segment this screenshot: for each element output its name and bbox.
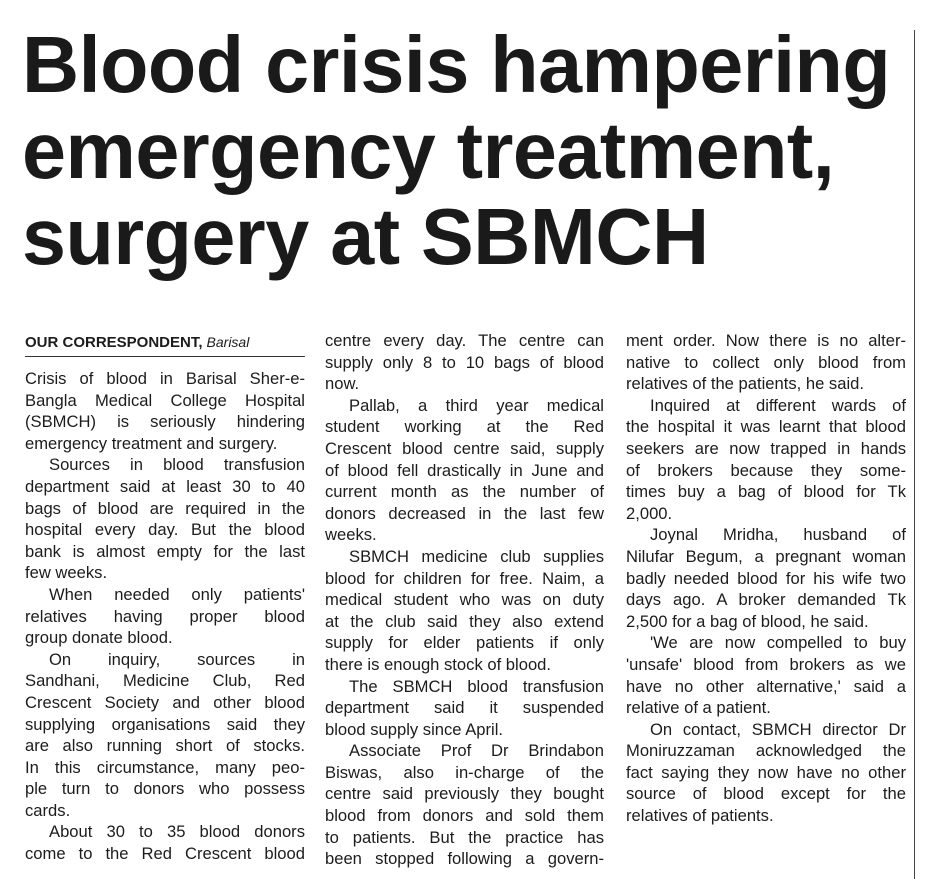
text-line: student working at the Red xyxy=(325,417,604,437)
text-line: Crescent Society and other blood xyxy=(25,692,305,712)
byline-name: OUR CORRESPONDENT, xyxy=(25,334,203,351)
paragraph xyxy=(25,454,305,584)
column-body xyxy=(325,330,604,870)
paragraph xyxy=(325,740,604,870)
text-line: group donate blood. xyxy=(25,628,173,648)
text-line: Sources in blood transfusion xyxy=(49,455,305,475)
text-line: Crescent blood centre said, supply xyxy=(325,438,604,458)
headline xyxy=(22,22,912,280)
paragraph xyxy=(325,676,604,741)
text-line: current month as the number of xyxy=(325,482,604,502)
text-line: centre said previously they bought xyxy=(325,784,604,804)
paragraph xyxy=(25,649,305,822)
paragraph xyxy=(325,395,604,546)
text-line: Bangla Medical College Hospital xyxy=(25,390,305,410)
text-line: been stopped following a govern- xyxy=(325,849,604,869)
paragraph xyxy=(626,632,906,718)
text-line: days ago. A broker demanded Tk xyxy=(626,590,906,610)
text-line: cards. xyxy=(25,800,71,820)
article-column-2 xyxy=(325,330,604,870)
text-line: emergency treatment and surgery. xyxy=(25,433,278,453)
text-line: of brokers because they some- xyxy=(626,460,906,480)
headline-line: surgery at SBMCH xyxy=(22,192,709,281)
text-line: blood supply since April. xyxy=(325,719,504,739)
text-line: The SBMCH blood transfusion xyxy=(349,676,604,696)
text-line: ment order. Now there is no alter- xyxy=(626,331,906,350)
headline-line: Blood crisis hampering xyxy=(22,20,891,109)
paragraph xyxy=(325,546,604,676)
text-line: 'We are now compelled to buy xyxy=(650,633,906,653)
text-line: bags of blood are required in the xyxy=(25,498,305,518)
text-line: supply for elder patients if only xyxy=(325,633,604,653)
paragraph xyxy=(25,821,305,864)
text-line: of blood fell drastically in June and xyxy=(325,460,604,480)
text-line: Nilufar Begum, a pregnant woman xyxy=(626,546,906,566)
text-line: there is enough stock of blood. xyxy=(325,654,552,674)
column-body xyxy=(626,330,906,827)
text-line: seekers are now trapped in hands xyxy=(626,438,906,458)
text-line: SBMCH medicine club supplies xyxy=(349,546,604,566)
text-line: native to collect only blood from xyxy=(626,352,906,372)
text-line: hospital every day. But the blood xyxy=(25,520,305,540)
text-line: Moniruzzaman acknowledged the xyxy=(626,741,906,761)
text-line: relatives of the patients, he said. xyxy=(626,374,864,394)
column-rule xyxy=(914,30,915,879)
text-line: relatives having proper blood xyxy=(25,606,305,626)
text-line: Crisis of blood in Barisal Sher-e- xyxy=(25,369,305,388)
text-line: the hospital it was learnt that blood xyxy=(626,417,906,437)
text-line: On inquiry, sources in xyxy=(49,649,305,669)
article-column-3 xyxy=(626,330,906,827)
text-line: In this circumstance, many peo- xyxy=(25,757,305,777)
text-line: Biswas, also in-charge of the xyxy=(325,762,604,782)
text-line: Joynal Mridha, husband of xyxy=(650,525,906,545)
text-line: Pallab, a third year medical xyxy=(349,395,604,415)
paragraph xyxy=(325,330,604,395)
paragraph xyxy=(626,395,906,525)
text-line: supplying organisations said they xyxy=(25,714,305,734)
text-line: few weeks. xyxy=(25,563,108,583)
paragraph xyxy=(25,368,305,454)
text-line: When needed only patients' xyxy=(49,584,305,604)
text-line: 'unsafe' blood from brokers as we xyxy=(626,654,906,674)
text-line: badly needed blood for his wife two xyxy=(626,568,906,588)
text-line: Associate Prof Dr Brindabon xyxy=(349,741,604,761)
text-line: come to the Red Crescent blood xyxy=(25,844,305,864)
byline-divider xyxy=(25,356,305,357)
headline-line: emergency treatment, xyxy=(22,106,835,195)
text-line: Inquired at different wards of xyxy=(650,395,906,415)
text-line: department said it suspended xyxy=(325,698,604,718)
text-line: supply only 8 to 10 bags of blood xyxy=(325,352,604,372)
text-line: are also running short of stocks. xyxy=(25,736,305,756)
text-line: source of blood except for the xyxy=(626,784,906,804)
text-line: blood from donors and sold them xyxy=(325,806,604,826)
text-line: to patients. But the practice has xyxy=(325,827,604,847)
text-line: fact saying they now have no other xyxy=(626,762,906,782)
text-line: blood for children for free. Naim, a xyxy=(325,568,604,588)
article-column-1 xyxy=(25,331,305,865)
text-line: (SBMCH) is seriously hindering xyxy=(25,412,305,432)
text-line: times buy a bag of blood for Tk xyxy=(626,482,906,502)
byline xyxy=(25,331,305,353)
text-line: have no other alternative,' said a xyxy=(626,676,906,696)
paragraph xyxy=(25,584,305,649)
text-line: 2,000. xyxy=(626,503,673,523)
byline-location: Barisal xyxy=(206,334,250,350)
text-line: weeks. xyxy=(325,525,377,545)
paragraph xyxy=(626,719,906,827)
text-line: department said at least 30 to 40 xyxy=(25,476,305,496)
text-line: medical student who was on duty xyxy=(325,590,604,610)
text-line: ple turn to donors who possess xyxy=(25,779,305,799)
text-line: now. xyxy=(325,374,360,394)
text-line: centre every day. The centre can xyxy=(325,331,604,350)
text-line: Sandhani, Medicine Club, Red xyxy=(25,671,305,691)
text-line: relative of a patient. xyxy=(626,698,771,718)
text-line: 2,500 for a bag of blood, he said. xyxy=(626,611,869,631)
column-body xyxy=(25,368,305,865)
text-line: About 30 to 35 blood donors xyxy=(49,822,305,842)
text-line: at the club said they also extend xyxy=(325,611,604,631)
paragraph xyxy=(626,524,906,632)
text-line: relatives of patients. xyxy=(626,806,774,826)
text-line: On contact, SBMCH director Dr xyxy=(650,719,906,739)
text-line: bank is almost empty for the last xyxy=(25,541,305,561)
text-line: donors decreased in the last few xyxy=(325,503,604,523)
paragraph xyxy=(626,330,906,395)
